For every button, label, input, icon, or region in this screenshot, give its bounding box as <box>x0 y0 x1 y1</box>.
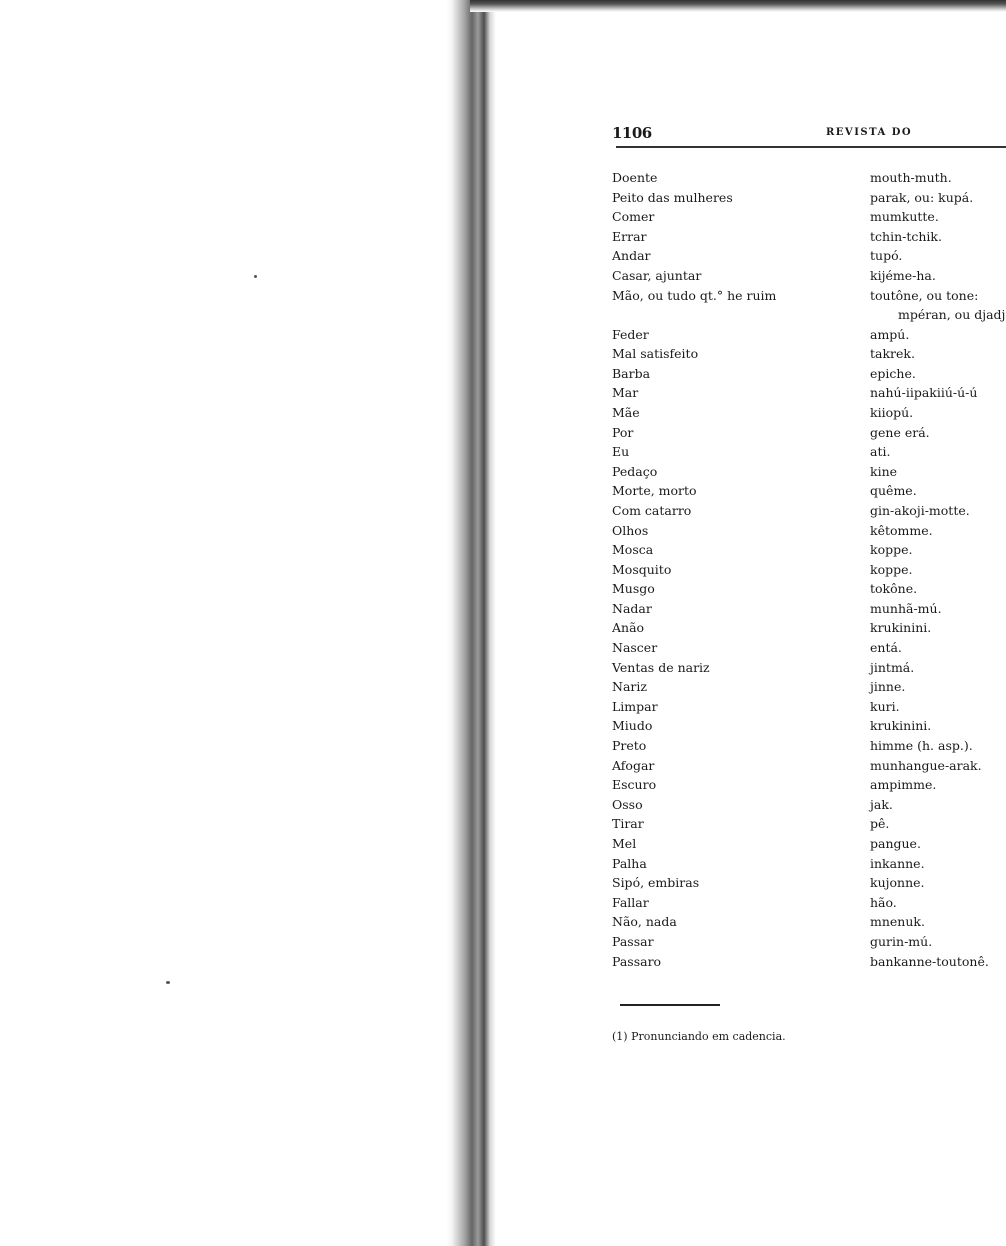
entry-translation: pangue. <box>870 836 921 851</box>
vocabulary-entry <box>612 679 1006 699</box>
entry-term: Ventas de nariz <box>612 659 710 675</box>
entry-translation: jintmá. <box>870 659 915 675</box>
vocabulary-entry <box>612 620 1006 640</box>
entry-translation: ati. <box>870 444 891 460</box>
entry-term: Sipó, embiras <box>612 875 700 891</box>
entry-translation: krukinini. <box>870 620 932 636</box>
entry-translation: kujonne. <box>870 875 925 891</box>
entry-term: Musgo <box>612 581 655 597</box>
entry-term: Passaro <box>612 953 662 969</box>
vocabulary-entry <box>612 385 1006 405</box>
entry-translation: kine <box>870 463 898 479</box>
entry-translation: munhã-mú. <box>870 600 942 616</box>
entry-translation: inkanne. <box>870 855 925 871</box>
entry-term: Olhos <box>612 522 649 538</box>
entry-term: Fallar <box>612 894 649 910</box>
entry-translation: hão. <box>870 894 897 910</box>
entry-translation: himme (h. asp.). <box>870 738 973 754</box>
vocabulary-entry <box>612 405 1006 425</box>
entry-translation: mouth-muth. <box>870 170 952 185</box>
entry-term: Mar <box>612 385 639 401</box>
entry-term: Nariz <box>612 679 647 695</box>
entry-term: Não, nada <box>612 914 677 930</box>
vocabulary-entry <box>612 268 1006 288</box>
entry-term: Nadar <box>612 600 652 616</box>
entry-term: Eu <box>612 444 630 460</box>
vocabulary-entry <box>612 738 1006 758</box>
entry-term: Doente <box>612 170 658 185</box>
vocabulary-entry <box>612 836 1006 856</box>
footnote-rule <box>620 1004 720 1006</box>
vocabulary-entry <box>612 895 1006 915</box>
entry-term: Escuro <box>612 777 657 793</box>
entry-translation: koppe. <box>870 542 913 558</box>
vocabulary-entry <box>612 758 1006 778</box>
entry-translation: kuri. <box>870 698 900 714</box>
vocabulary-entry <box>612 464 1006 484</box>
entry-translation: kêtomme. <box>870 522 933 538</box>
vocabulary-entry <box>612 954 1006 974</box>
entry-translation: pê. <box>870 816 890 832</box>
vocabulary-entry <box>612 425 1006 445</box>
entry-translation: jinne. <box>870 679 906 695</box>
entry-translation: mumkutte. <box>870 209 939 225</box>
entry-translation: quême. <box>870 483 917 499</box>
vocabulary-entry <box>612 914 1006 934</box>
entry-term: Com catarro <box>612 502 692 518</box>
entry-term: Comer <box>612 209 655 225</box>
entry-translation: epiche. <box>870 365 916 381</box>
vocabulary-entry <box>612 601 1006 621</box>
vocabulary-entry <box>612 660 1006 680</box>
entry-term: Tirar <box>612 816 644 832</box>
entry-translation: takrek. <box>870 346 915 362</box>
vocabulary-entry <box>612 209 1006 229</box>
entry-term: Palha <box>612 855 647 871</box>
vocabulary-entry <box>612 640 1006 660</box>
entry-term: Afogar <box>612 757 655 773</box>
entry-term: Mel <box>612 836 637 851</box>
vocabulary-entry <box>612 523 1006 543</box>
entry-term: Mosca <box>612 542 654 558</box>
vocabulary-entry <box>612 699 1006 719</box>
entry-translation: jak. <box>870 796 893 812</box>
entry-term: Feder <box>612 326 649 342</box>
entry-translation: tchin-tchik. <box>870 228 942 244</box>
vocabulary-entry <box>612 483 1006 503</box>
entry-translation: tokône. <box>870 581 918 597</box>
vocabulary-entry <box>612 444 1006 464</box>
vocabulary-entry <box>612 503 1006 523</box>
entry-term: Morte, morto <box>612 483 697 499</box>
entry-translation: gene erá. <box>870 424 930 440</box>
entry-translation: toutône, ou tone: <box>870 287 979 303</box>
entry-translation: gin-akoji-motte. <box>870 502 970 518</box>
entry-term: Preto <box>612 738 647 754</box>
vocabulary-entry <box>612 581 1006 601</box>
entry-translation: gurin-mú. <box>870 933 933 949</box>
entry-term: Errar <box>612 228 647 244</box>
vocabulary-entry <box>612 856 1006 876</box>
vocabulary-entry <box>612 797 1006 817</box>
vocabulary-entry <box>612 170 1006 190</box>
entry-translation-continued: mpéran, ou djadj <box>898 306 1006 322</box>
entry-term: Peito das mulheres <box>612 189 733 205</box>
vocabulary-entry <box>612 346 1006 366</box>
entry-term: Barba <box>612 365 651 381</box>
entry-term: Osso <box>612 796 643 812</box>
page-number: 1106 <box>612 124 652 142</box>
entry-translation: bankanne-toutonê. <box>870 953 989 969</box>
entry-translation: tupó. <box>870 248 903 264</box>
entry-translation: mnenuk. <box>870 914 925 930</box>
entry-term: Por <box>612 424 634 440</box>
vocabulary-list <box>612 170 1006 973</box>
entry-translation: krukinini. <box>870 718 932 734</box>
entry-translation: koppe. <box>870 561 913 577</box>
entry-translation: munhangue-arak. <box>870 757 982 773</box>
vocabulary-entry <box>612 366 1006 386</box>
entry-translation: ampú. <box>870 326 910 342</box>
entry-term: Passar <box>612 933 654 949</box>
entry-term: Andar <box>612 248 651 264</box>
entry-translation: entá. <box>870 640 902 656</box>
vocabulary-entry <box>612 248 1006 268</box>
entry-term: Nascer <box>612 640 658 656</box>
vocabulary-entry <box>612 542 1006 562</box>
running-head: REVISTA DO <box>826 127 913 138</box>
vocabulary-entry <box>612 934 1006 954</box>
vocabulary-entry <box>612 562 1006 582</box>
entry-term: Mãe <box>612 404 640 420</box>
vocabulary-entry <box>612 777 1006 797</box>
vocabulary-entry <box>612 190 1006 210</box>
entry-translation: ampimme. <box>870 777 937 793</box>
entry-translation: nahú-iipakiiú-ú-ú <box>870 385 978 401</box>
header-rule <box>616 146 1006 148</box>
vocabulary-entry <box>612 875 1006 895</box>
entry-term: Pedaço <box>612 463 658 479</box>
vocabulary-entry <box>612 816 1006 836</box>
vocabulary-entry <box>612 229 1006 249</box>
entry-term: Mosquito <box>612 561 672 577</box>
vocabulary-entry <box>612 327 1006 347</box>
entry-translation: kijéme-ha. <box>870 267 936 283</box>
footnote: (1) Pronunciando em cadencia. <box>612 1030 786 1043</box>
entry-translation: parak, ou: kupá. <box>870 189 974 205</box>
entry-term: Limpar <box>612 698 658 714</box>
entry-term: Miudo <box>612 718 653 734</box>
entry-term: Casar, ajuntar <box>612 267 702 283</box>
entry-term: Mão, ou tudo qt.° he ruim <box>612 287 777 303</box>
vocabulary-entry <box>612 288 1006 327</box>
page-header <box>612 124 1006 144</box>
entry-translation: kiiopú. <box>870 404 914 420</box>
entry-term: Mal satisfeito <box>612 346 699 362</box>
entry-term: Anão <box>612 620 645 636</box>
vocabulary-entry <box>612 718 1006 738</box>
